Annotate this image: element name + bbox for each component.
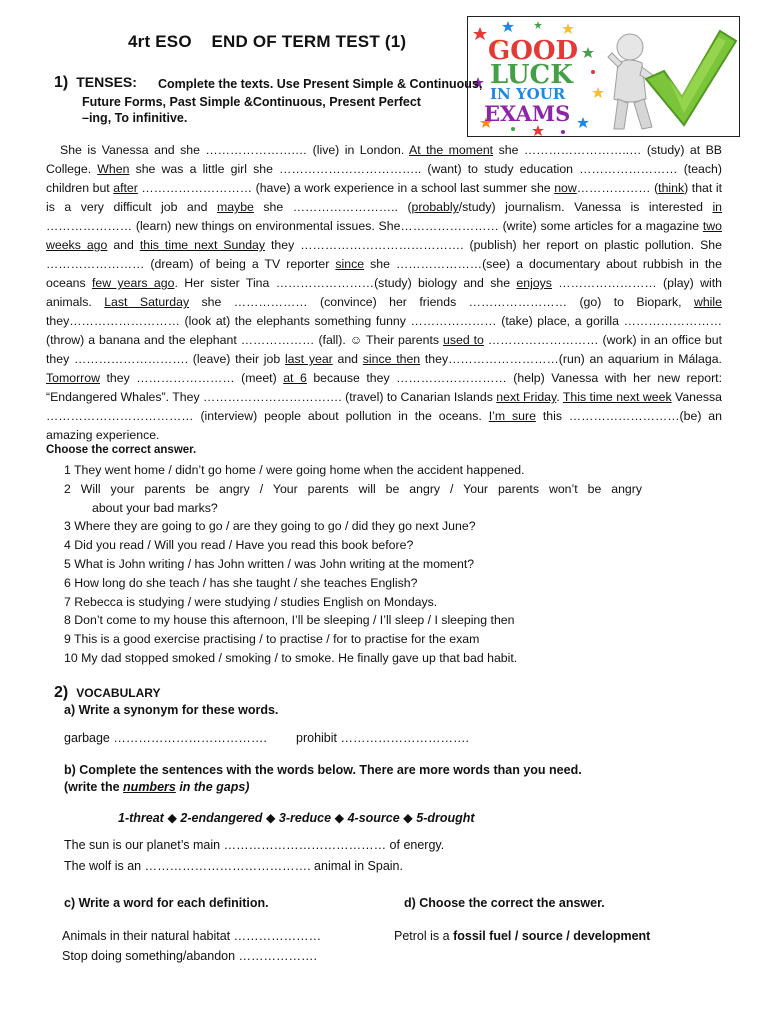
- text-underlined: this time next Sunday: [139, 238, 266, 252]
- page-title: 4rt ESO END OF TERM TEST (1): [128, 32, 407, 51]
- good-text: GOOD: [488, 36, 579, 66]
- text-segment: they……………………… (look at) the elephants something funny ………………… (take) place, a gorilla …………………… (throw) a banana and the elephant ……………… (fall). ☺ Their parents: [46, 314, 722, 347]
- text-underlined: think: [658, 181, 685, 195]
- question-2-continued: about your bad marks?: [92, 500, 218, 515]
- text-segment: she ……………… (convince) her friends …………………… (go) to Biopark,: [189, 295, 694, 309]
- text-segment: and: [332, 352, 363, 366]
- section-2-heading: 2) VOCABULARY: [54, 684, 161, 701]
- section-1-instruction-line-3: –ing, To infinitive.: [82, 111, 188, 125]
- text-underlined: since then: [362, 352, 421, 366]
- section-1-instruction-line-2: Future Forms, Past Simple &Continuous, Present Perfect: [82, 95, 421, 109]
- text-segment: she ……………………..… (study) at BB College.: [46, 143, 723, 176]
- question-6: 6 How long do she teach / has she taught / she teaches English?: [64, 575, 418, 590]
- vocab-d-question-1: Petrol is a fossil fuel / source / development: [394, 929, 651, 943]
- text-underlined: This time next week: [562, 390, 672, 404]
- text-underlined: I’m sure: [488, 409, 536, 423]
- question-7: 7 Rebecca is studying / were studying / studies English on Mondays.: [64, 594, 438, 609]
- text-segment: She is Vanessa and she ………………….… (live) in London.: [60, 143, 410, 157]
- word-bank: 1-threat ◆ 2-endangered ◆ 3-reduce ◆ 4-source ◆ 5-drought: [118, 811, 475, 825]
- question-4: 4 Did you read / Will you read / Have you read this book before?: [64, 538, 414, 553]
- text-underlined: in: [712, 200, 723, 214]
- text-underlined: maybe: [216, 200, 254, 214]
- question-1: 1 They went home / didn’t go home / were going home when the accident happened.: [64, 463, 525, 477]
- text-underlined: at 6: [283, 371, 307, 385]
- text-segment: this ………………………(be) an amazing experience.: [46, 409, 722, 442]
- text-underlined: last year: [284, 352, 333, 366]
- section-1-instruction-line-1: Complete the texts. Use Present Simple & Continuous,: [158, 77, 483, 91]
- text-underlined: At the moment: [409, 143, 494, 157]
- synonym-garbage: garbage ……………………………….: [64, 731, 267, 745]
- text-segment: they………………………(run) an aquarium in Málaga.: [420, 352, 722, 366]
- text-underlined: enjoys: [516, 276, 552, 290]
- text-underlined: after: [113, 181, 138, 195]
- tenses-paragraph: [46, 141, 722, 445]
- vocab-b-sentence-1: The sun is our planet’s main ………………………………… of energy.: [64, 838, 445, 852]
- text-segment: …………………… (play) with animals.: [46, 276, 723, 309]
- vocab-d-heading: d) Choose the correct the answer.: [404, 896, 605, 910]
- definition-2: Stop doing something/abandon ……………….: [62, 949, 317, 963]
- section-1-heading: 1) TENSES:: [54, 74, 137, 91]
- text-underlined: next Friday: [496, 390, 557, 404]
- text-segment: she …………………….. (: [253, 200, 412, 214]
- vocab-b-subheading: (write the numbers in the gaps): [64, 780, 250, 794]
- text-underlined: now: [554, 181, 577, 195]
- question-8: 8 Don’t come to my house this afternoon, I’ll be sleeping / I’ll sleep / I sleeping then: [64, 613, 515, 628]
- text-segment: they …………………………………. (publish) her report on plastic pollution. She …………………… (dream) of being a TV reporter: [46, 238, 722, 271]
- text-underlined: two weeks ago: [46, 219, 722, 252]
- luck-text: LUCK: [490, 60, 573, 90]
- text-segment: she …………………(see) a documentary about rubbish in the oceans: [46, 257, 722, 290]
- in-your-text: IN YOUR: [490, 85, 566, 103]
- question-10: 10 My dad stopped smoked / smoking / to smoke. He finally gave up that bad habit.: [64, 650, 518, 665]
- text-segment: /study) journalism. Vanessa is interested: [458, 200, 713, 214]
- text-underlined: since: [335, 257, 365, 271]
- choose-question-list: [64, 461, 644, 668]
- good-luck-image: [467, 16, 740, 137]
- green-check-icon: [646, 31, 736, 125]
- choose-heading: Choose the correct answer.: [46, 444, 197, 456]
- text-segment: ) that it is a very difficult job and: [46, 181, 722, 214]
- question-3: 3 Where they are going to go / are they going to go / did they go next June?: [64, 519, 476, 534]
- question-2: 2 Will your parents be angry / Your parents will be angry / Your parents won’t be angry: [64, 481, 642, 496]
- text-segment: she was a little girl she …………………………….. (want) to study education …………………… (teach) children but: [46, 162, 722, 195]
- vocab-b-sentence-2: The wolf is an …………………………………. animal in Spain.: [64, 859, 403, 873]
- vocab-c-heading: c) Write a word for each definition.: [64, 896, 269, 910]
- text-segment: and: [107, 238, 140, 252]
- definition-1: Animals in their natural habitat …………………: [62, 929, 322, 943]
- text-segment: ………………… (learn) new things on environmental issues. She…………………… (write) some articles for a magazine: [46, 219, 703, 233]
- text-underlined: used to: [443, 333, 484, 347]
- text-segment: ……………………… (work) in an office but they ………………………. (leave) their job: [46, 333, 723, 366]
- text-segment: ……………………… (have) a work experience in a school last summer she: [137, 181, 555, 195]
- text-underlined: When: [97, 162, 130, 176]
- good-luck-illustration: [468, 17, 740, 137]
- text-underlined: Last Saturday: [104, 295, 190, 309]
- text-underlined: few years ago: [92, 276, 175, 290]
- text-underlined: probably: [411, 200, 459, 214]
- text-segment: Vanessa ……………………………… (interview) people about pollution in the oceans.: [46, 390, 722, 423]
- text-underlined: Tomorrow: [46, 371, 100, 385]
- question-9: 9 This is a good exercise practising / to practise / for to practise for the exam: [64, 632, 480, 647]
- text-segment: .: [556, 390, 563, 404]
- vocab-a-heading: a) Write a synonym for these words.: [64, 703, 279, 717]
- text-segment: . Her sister Tina ……………………(study) biology and she: [174, 276, 517, 290]
- synonym-prohibit: prohibit ………………………….: [296, 731, 469, 745]
- question-5: 5 What is John writing / has John written / was John writing at the moment?: [64, 556, 475, 571]
- text-segment: because they ……………………… (help) Vanessa with her new report: “Endangered Whales”. They ……………………………. (travel) to Canarian Islands: [46, 371, 723, 404]
- text-segment: ……………… (: [576, 181, 659, 195]
- text-segment: they …………………… (meet): [99, 371, 284, 385]
- text-underlined: while: [693, 295, 722, 309]
- vocab-b-heading: b) Complete the sentences with the words below. There are more words than you need.: [64, 763, 582, 777]
- exams-text: EXAMS: [484, 101, 571, 126]
